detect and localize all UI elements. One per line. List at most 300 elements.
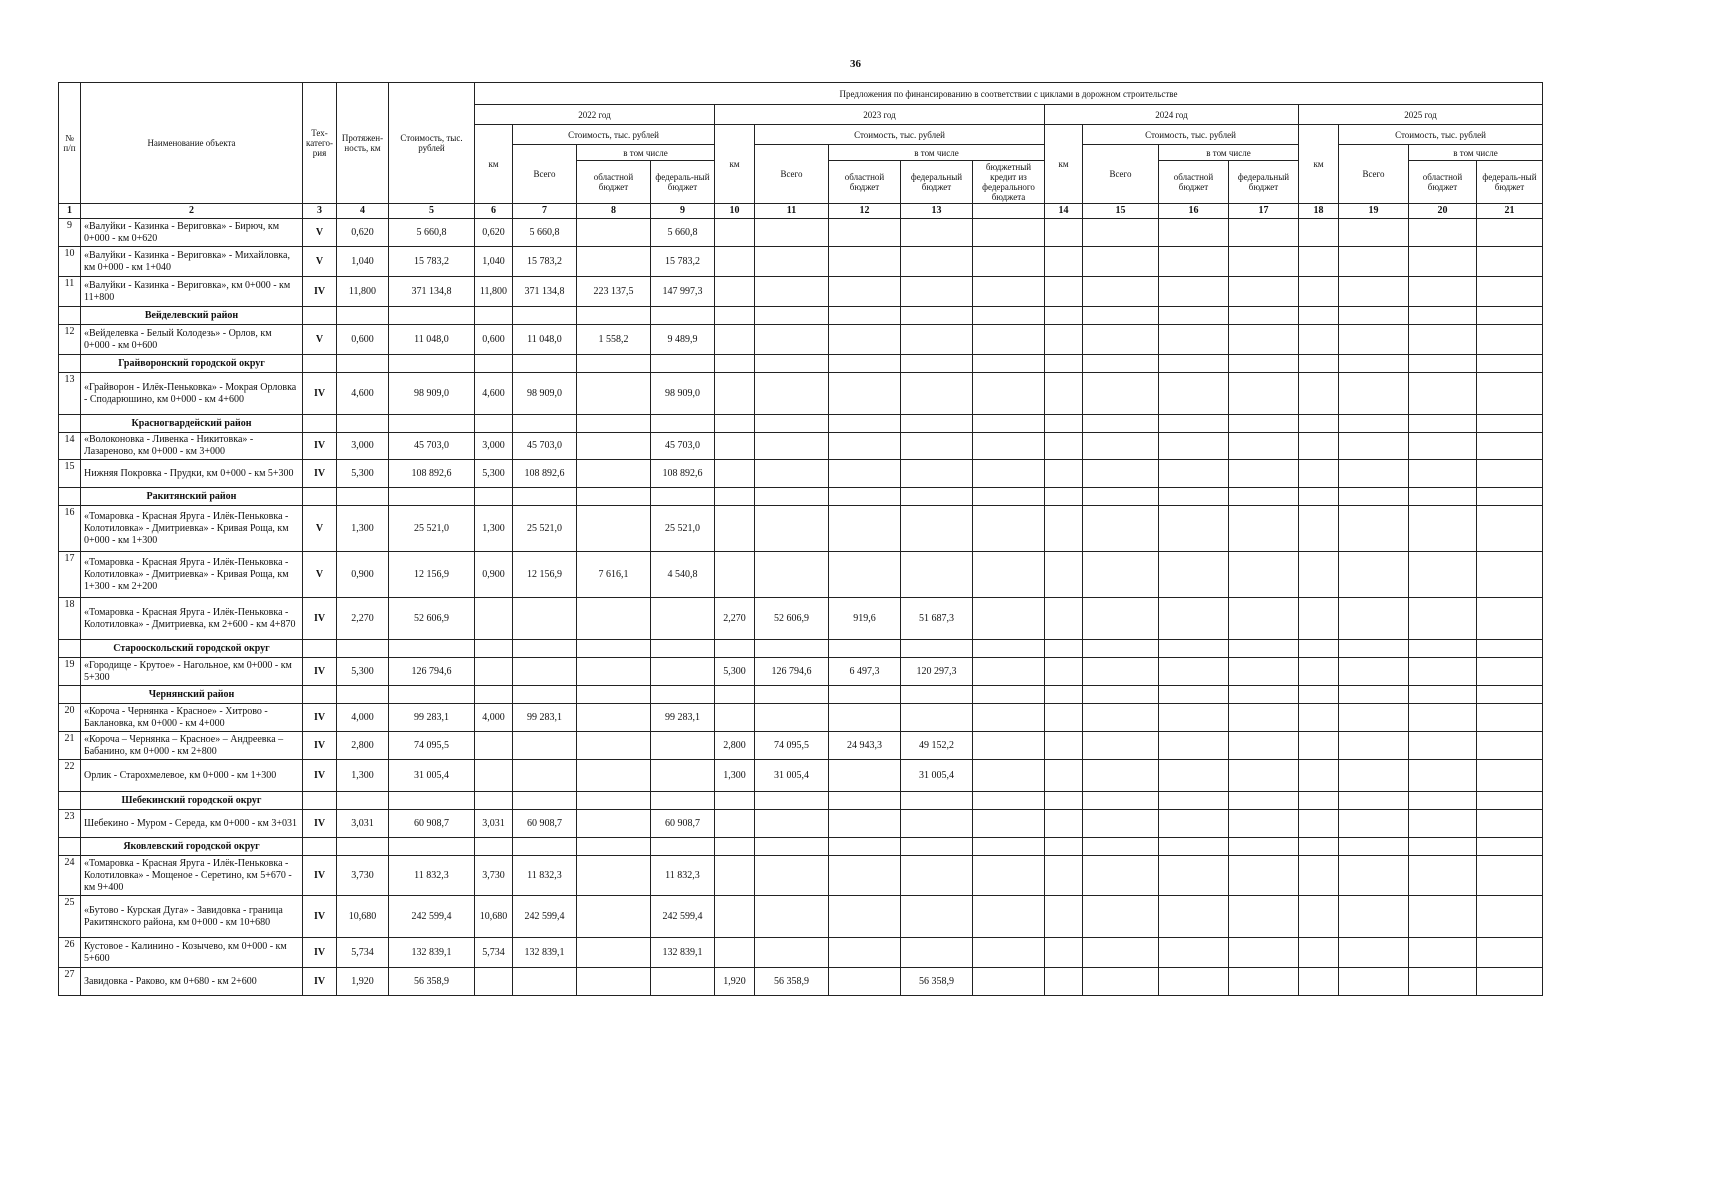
empty-cell — [577, 488, 651, 506]
empty-cell — [829, 488, 901, 506]
empty-cell — [1409, 373, 1477, 415]
empty-cell — [829, 792, 901, 810]
cell-y23-fed: 51 687,3 — [901, 598, 973, 640]
header-total-2023: Всего — [755, 145, 829, 204]
empty-cell — [337, 488, 389, 506]
empty-cell — [577, 686, 651, 704]
empty-cell — [973, 488, 1045, 506]
column-number: 3 — [303, 204, 337, 219]
length-km: 5,734 — [337, 938, 389, 968]
row-number: 18 — [59, 598, 81, 640]
empty-cell — [829, 686, 901, 704]
empty-cell — [1339, 792, 1409, 810]
empty-cell — [1083, 219, 1159, 247]
section-title: Чернянский район — [81, 686, 303, 704]
empty-cell — [1477, 219, 1543, 247]
cell-y23-total: 74 095,5 — [755, 732, 829, 760]
header-federal-2023: федеральный бюджет — [901, 161, 973, 204]
cell-y22-fed: 99 283,1 — [651, 704, 715, 732]
empty-cell — [1083, 896, 1159, 938]
object-name: «Грайворон - Илёк-Пеньковка» - Мокрая Орловка - Сподарюшино, км 0+000 - км 4+600 — [81, 373, 303, 415]
empty-cell — [1299, 325, 1339, 355]
empty-cell — [1229, 355, 1299, 373]
header-incl-2025: в том числе — [1409, 145, 1543, 161]
empty-cell — [715, 686, 755, 704]
table-row — [59, 658, 1543, 686]
empty-cell — [1339, 896, 1409, 938]
cell-y22-reg — [577, 968, 651, 996]
object-name: Нижняя Покровка - Прудки, км 0+000 - км 5+300 — [81, 460, 303, 488]
cell-y23-credit — [973, 968, 1045, 996]
cell-y23-km — [715, 247, 755, 277]
empty-cell — [973, 640, 1045, 658]
cell-y23-total: 31 005,4 — [755, 760, 829, 792]
section-row — [59, 640, 1543, 658]
empty-cell — [389, 640, 475, 658]
object-name: «Бутово - Курская Дуга» - Завидовка - граница Ракитянского района, км 0+000 - км 10+680 — [81, 896, 303, 938]
total-cost: 12 156,9 — [389, 552, 475, 598]
cell-y22-reg — [577, 704, 651, 732]
empty-cell — [1159, 810, 1229, 838]
object-name: «Томаровка - Красная Яруга - Илёк-Пеньковка - Колотиловка» - Дмитриевка, км 2+600 - км 4+870 — [81, 598, 303, 640]
empty-cell — [1229, 938, 1299, 968]
empty-cell — [1299, 792, 1339, 810]
empty-cell — [1083, 686, 1159, 704]
empty-cell — [1045, 686, 1083, 704]
header-year-2022: 2022 год — [475, 105, 715, 125]
length-km: 1,300 — [337, 760, 389, 792]
empty-cell — [1045, 896, 1083, 938]
empty-cell — [1409, 325, 1477, 355]
empty-cell — [715, 488, 755, 506]
empty-cell — [1409, 968, 1477, 996]
empty-cell — [303, 488, 337, 506]
cell-y22-fed: 108 892,6 — [651, 460, 715, 488]
empty-cell — [1083, 732, 1159, 760]
cell-y22-fed: 15 783,2 — [651, 247, 715, 277]
tech-category: V — [303, 219, 337, 247]
empty-cell — [1159, 732, 1229, 760]
empty-cell — [1159, 307, 1229, 325]
empty-cell — [829, 838, 901, 856]
header-name: Наименование объекта — [81, 83, 303, 204]
empty-cell — [1083, 598, 1159, 640]
header-regional-2024: областной бюджет — [1159, 161, 1229, 204]
cell-y22-reg — [577, 247, 651, 277]
header-budget-credit-2023: бюджетный кредит из федерального бюджета — [973, 161, 1045, 204]
section-title: Красногвардейский район — [81, 415, 303, 433]
cell-y23-reg — [829, 704, 901, 732]
empty-cell — [651, 355, 715, 373]
empty-cell — [651, 686, 715, 704]
empty-cell — [1477, 433, 1543, 460]
cell-y23-fed — [901, 247, 973, 277]
length-km: 1,300 — [337, 506, 389, 552]
empty-cell — [1159, 415, 1229, 433]
cell-y23-km — [715, 506, 755, 552]
empty-cell — [1409, 219, 1477, 247]
empty-cell — [1299, 838, 1339, 856]
header-num: № п/п — [59, 83, 81, 204]
table-row — [59, 704, 1543, 732]
cell-y22-reg — [577, 760, 651, 792]
empty-cell — [1045, 373, 1083, 415]
empty-cell — [1083, 658, 1159, 686]
empty-cell — [1477, 640, 1543, 658]
cell-y22-reg — [577, 732, 651, 760]
empty-cell — [1159, 277, 1229, 307]
cell-y23-total — [755, 856, 829, 896]
table-row — [59, 506, 1543, 552]
empty-cell — [1159, 373, 1229, 415]
empty-cell — [1339, 307, 1409, 325]
empty-cell — [513, 488, 577, 506]
section-title: Ракитянский район — [81, 488, 303, 506]
cell-y22-total — [513, 658, 577, 686]
empty-cell — [901, 415, 973, 433]
empty-cell — [1045, 760, 1083, 792]
empty-cell — [1159, 792, 1229, 810]
empty-cell — [1229, 219, 1299, 247]
row-number: 17 — [59, 552, 81, 598]
column-number: 14 — [1045, 204, 1083, 219]
cell-y23-fed — [901, 552, 973, 598]
tech-category: IV — [303, 598, 337, 640]
section-num-cell — [59, 640, 81, 658]
cell-y23-fed — [901, 433, 973, 460]
empty-cell — [1045, 732, 1083, 760]
empty-cell — [1477, 810, 1543, 838]
object-name: «Короча – Чернянка – Красное» – Андреевка – Бабанино, км 0+000 - км 2+800 — [81, 732, 303, 760]
total-cost: 132 839,1 — [389, 938, 475, 968]
tech-category: IV — [303, 810, 337, 838]
empty-cell — [1045, 277, 1083, 307]
empty-cell — [1409, 810, 1477, 838]
total-cost: 98 909,0 — [389, 373, 475, 415]
empty-cell — [513, 838, 577, 856]
column-number: 10 — [715, 204, 755, 219]
table-row — [59, 433, 1543, 460]
column-number: 19 — [1339, 204, 1409, 219]
empty-cell — [1299, 552, 1339, 598]
empty-cell — [1229, 968, 1299, 996]
table-row — [59, 598, 1543, 640]
empty-cell — [1299, 704, 1339, 732]
empty-cell — [1159, 640, 1229, 658]
empty-cell — [1409, 488, 1477, 506]
empty-cell — [1229, 896, 1299, 938]
section-title: Шебекинский городской округ — [81, 792, 303, 810]
empty-cell — [1159, 460, 1229, 488]
cell-y23-fed: 49 152,2 — [901, 732, 973, 760]
row-number: 25 — [59, 896, 81, 938]
table-row — [59, 968, 1543, 996]
empty-cell — [829, 307, 901, 325]
object-name: «Томаровка - Красная Яруга - Илёк-Пеньковка - Колотиловка» - Дмитриевка» - Кривая Роща, км 1+300 - км 2+200 — [81, 552, 303, 598]
cell-y22-total: 15 783,2 — [513, 247, 577, 277]
object-name: «Валуйки - Казинка - Вериговка» - Михайловка, км 0+000 - км 1+040 — [81, 247, 303, 277]
empty-cell — [513, 415, 577, 433]
cell-y23-km — [715, 856, 755, 896]
object-name: «Короча - Чернянка - Красное» - Хитрово - Баклановка, км 0+000 - км 4+000 — [81, 704, 303, 732]
header-km-2023: км — [715, 125, 755, 204]
empty-cell — [1339, 325, 1409, 355]
section-num-cell — [59, 488, 81, 506]
empty-cell — [715, 307, 755, 325]
cell-y22-km: 4,600 — [475, 373, 513, 415]
cell-y22-reg — [577, 433, 651, 460]
cell-y23-km: 1,920 — [715, 968, 755, 996]
cell-y23-reg: 919,6 — [829, 598, 901, 640]
cell-y23-km: 2,800 — [715, 732, 755, 760]
header-federal-2022: федераль-ный бюджет — [651, 161, 715, 204]
empty-cell — [755, 640, 829, 658]
empty-cell — [475, 307, 513, 325]
section-num-cell — [59, 307, 81, 325]
cell-y23-total — [755, 219, 829, 247]
header-regional-2022: областной бюджет — [577, 161, 651, 204]
cell-y22-km — [475, 732, 513, 760]
empty-cell — [1299, 640, 1339, 658]
section-row — [59, 488, 1543, 506]
empty-cell — [755, 838, 829, 856]
row-number: 24 — [59, 856, 81, 896]
empty-cell — [1409, 856, 1477, 896]
column-number: 16 — [1159, 204, 1229, 219]
cell-y23-credit — [973, 460, 1045, 488]
object-name: Орлик - Старохмелевое, км 0+000 - км 1+300 — [81, 760, 303, 792]
cell-y22-reg — [577, 219, 651, 247]
row-number: 27 — [59, 968, 81, 996]
tech-category: IV — [303, 658, 337, 686]
empty-cell — [1299, 506, 1339, 552]
empty-cell — [1045, 856, 1083, 896]
cell-y23-credit — [973, 219, 1045, 247]
cell-y22-fed: 5 660,8 — [651, 219, 715, 247]
cell-y23-km — [715, 896, 755, 938]
empty-cell — [337, 355, 389, 373]
empty-cell — [1229, 704, 1299, 732]
cell-y22-total: 132 839,1 — [513, 938, 577, 968]
cell-y22-total — [513, 598, 577, 640]
column-number: 18 — [1299, 204, 1339, 219]
total-cost: 11 048,0 — [389, 325, 475, 355]
empty-cell — [1083, 247, 1159, 277]
empty-cell — [901, 355, 973, 373]
cell-y23-total — [755, 460, 829, 488]
empty-cell — [1477, 460, 1543, 488]
cell-y22-km: 5,734 — [475, 938, 513, 968]
cell-y22-reg — [577, 598, 651, 640]
total-cost: 31 005,4 — [389, 760, 475, 792]
cell-y22-reg — [577, 506, 651, 552]
header-proposals: Предложения по финансированию в соответствии с циклами в дорожном строительстве — [475, 83, 1543, 105]
cell-y22-fed: 98 909,0 — [651, 373, 715, 415]
empty-cell — [1299, 760, 1339, 792]
empty-cell — [303, 355, 337, 373]
length-km: 0,900 — [337, 552, 389, 598]
length-km: 1,920 — [337, 968, 389, 996]
cell-y22-total: 108 892,6 — [513, 460, 577, 488]
empty-cell — [1083, 938, 1159, 968]
column-number: 17 — [1229, 204, 1299, 219]
table-row — [59, 810, 1543, 838]
empty-cell — [1409, 640, 1477, 658]
cell-y22-reg — [577, 938, 651, 968]
empty-cell — [901, 686, 973, 704]
section-row — [59, 838, 1543, 856]
cell-y23-credit — [973, 810, 1045, 838]
empty-cell — [1083, 968, 1159, 996]
cell-y23-total: 126 794,6 — [755, 658, 829, 686]
empty-cell — [651, 640, 715, 658]
empty-cell — [1229, 760, 1299, 792]
empty-cell — [1409, 732, 1477, 760]
cell-y23-fed — [901, 373, 973, 415]
empty-cell — [755, 488, 829, 506]
empty-cell — [337, 640, 389, 658]
empty-cell — [1477, 896, 1543, 938]
header-year-2023: 2023 год — [715, 105, 1045, 125]
cell-y22-fed — [651, 732, 715, 760]
empty-cell — [1339, 598, 1409, 640]
empty-cell — [1299, 732, 1339, 760]
table-header — [59, 83, 1543, 204]
empty-cell — [1477, 856, 1543, 896]
empty-cell — [1409, 686, 1477, 704]
cell-y23-total — [755, 552, 829, 598]
cell-y23-credit — [973, 277, 1045, 307]
empty-cell — [1299, 277, 1339, 307]
cell-y23-fed: 56 358,9 — [901, 968, 973, 996]
empty-cell — [829, 355, 901, 373]
empty-cell — [715, 640, 755, 658]
empty-cell — [1477, 506, 1543, 552]
table-row — [59, 896, 1543, 938]
empty-cell — [1409, 355, 1477, 373]
row-number: 26 — [59, 938, 81, 968]
cell-y22-total — [513, 968, 577, 996]
tech-category: IV — [303, 968, 337, 996]
cell-y23-fed — [901, 896, 973, 938]
section-num-cell — [59, 838, 81, 856]
empty-cell — [715, 415, 755, 433]
cell-y23-km — [715, 219, 755, 247]
empty-cell — [1339, 658, 1409, 686]
length-km: 5,300 — [337, 658, 389, 686]
length-km: 11,800 — [337, 277, 389, 307]
header-km-2025: км — [1299, 125, 1339, 204]
empty-cell — [1409, 277, 1477, 307]
cell-y23-total: 56 358,9 — [755, 968, 829, 996]
cell-y22-reg — [577, 460, 651, 488]
empty-cell — [1159, 247, 1229, 277]
cell-y22-total: 242 599,4 — [513, 896, 577, 938]
empty-cell — [303, 307, 337, 325]
row-number: 12 — [59, 325, 81, 355]
empty-cell — [1045, 355, 1083, 373]
empty-cell — [513, 307, 577, 325]
empty-cell — [1299, 488, 1339, 506]
empty-cell — [1083, 488, 1159, 506]
empty-cell — [1477, 658, 1543, 686]
cell-y23-fed — [901, 219, 973, 247]
row-number: 13 — [59, 373, 81, 415]
cell-y22-km: 0,600 — [475, 325, 513, 355]
empty-cell — [1045, 658, 1083, 686]
section-num-cell — [59, 415, 81, 433]
cell-y22-fed: 11 832,3 — [651, 856, 715, 896]
length-km: 0,620 — [337, 219, 389, 247]
cell-y22-reg — [577, 373, 651, 415]
empty-cell — [1229, 488, 1299, 506]
empty-cell — [651, 415, 715, 433]
header-incl-2022: в том числе — [577, 145, 715, 161]
column-number: 6 — [475, 204, 513, 219]
empty-cell — [1299, 219, 1339, 247]
empty-cell — [1159, 325, 1229, 355]
length-km: 4,000 — [337, 704, 389, 732]
cell-y23-credit — [973, 598, 1045, 640]
section-title: Вейделевский район — [81, 307, 303, 325]
cell-y22-reg: 1 558,2 — [577, 325, 651, 355]
empty-cell — [973, 838, 1045, 856]
column-number: 9 — [651, 204, 715, 219]
header-cost-2025: Стоимость, тыс. рублей — [1339, 125, 1543, 145]
empty-cell — [1477, 415, 1543, 433]
cell-y23-km: 1,300 — [715, 760, 755, 792]
row-number: 9 — [59, 219, 81, 247]
empty-cell — [1229, 686, 1299, 704]
empty-cell — [1339, 433, 1409, 460]
empty-cell — [1299, 658, 1339, 686]
cell-y22-total — [513, 760, 577, 792]
empty-cell — [1477, 247, 1543, 277]
cell-y23-credit — [973, 938, 1045, 968]
cell-y23-km — [715, 938, 755, 968]
empty-cell — [1159, 686, 1229, 704]
empty-cell — [1083, 307, 1159, 325]
empty-cell — [1083, 810, 1159, 838]
empty-cell — [1159, 219, 1229, 247]
empty-cell — [1159, 433, 1229, 460]
section-row — [59, 355, 1543, 373]
cell-y22-total: 5 660,8 — [513, 219, 577, 247]
empty-cell — [1045, 938, 1083, 968]
empty-cell — [1339, 640, 1409, 658]
column-number: 13 — [901, 204, 973, 219]
cell-y23-reg: 24 943,3 — [829, 732, 901, 760]
empty-cell — [715, 838, 755, 856]
empty-cell — [1083, 704, 1159, 732]
tech-category: IV — [303, 433, 337, 460]
empty-cell — [1229, 640, 1299, 658]
empty-cell — [513, 792, 577, 810]
section-row — [59, 307, 1543, 325]
empty-cell — [829, 640, 901, 658]
header-length: Протяжен-ность, км — [337, 83, 389, 204]
section-num-cell — [59, 792, 81, 810]
cell-y22-fed: 25 521,0 — [651, 506, 715, 552]
empty-cell — [1299, 433, 1339, 460]
empty-cell — [1409, 704, 1477, 732]
cell-y23-km: 2,270 — [715, 598, 755, 640]
column-number — [973, 204, 1045, 219]
empty-cell — [389, 488, 475, 506]
length-km: 3,000 — [337, 433, 389, 460]
cell-y23-credit — [973, 658, 1045, 686]
cell-y23-credit — [973, 325, 1045, 355]
